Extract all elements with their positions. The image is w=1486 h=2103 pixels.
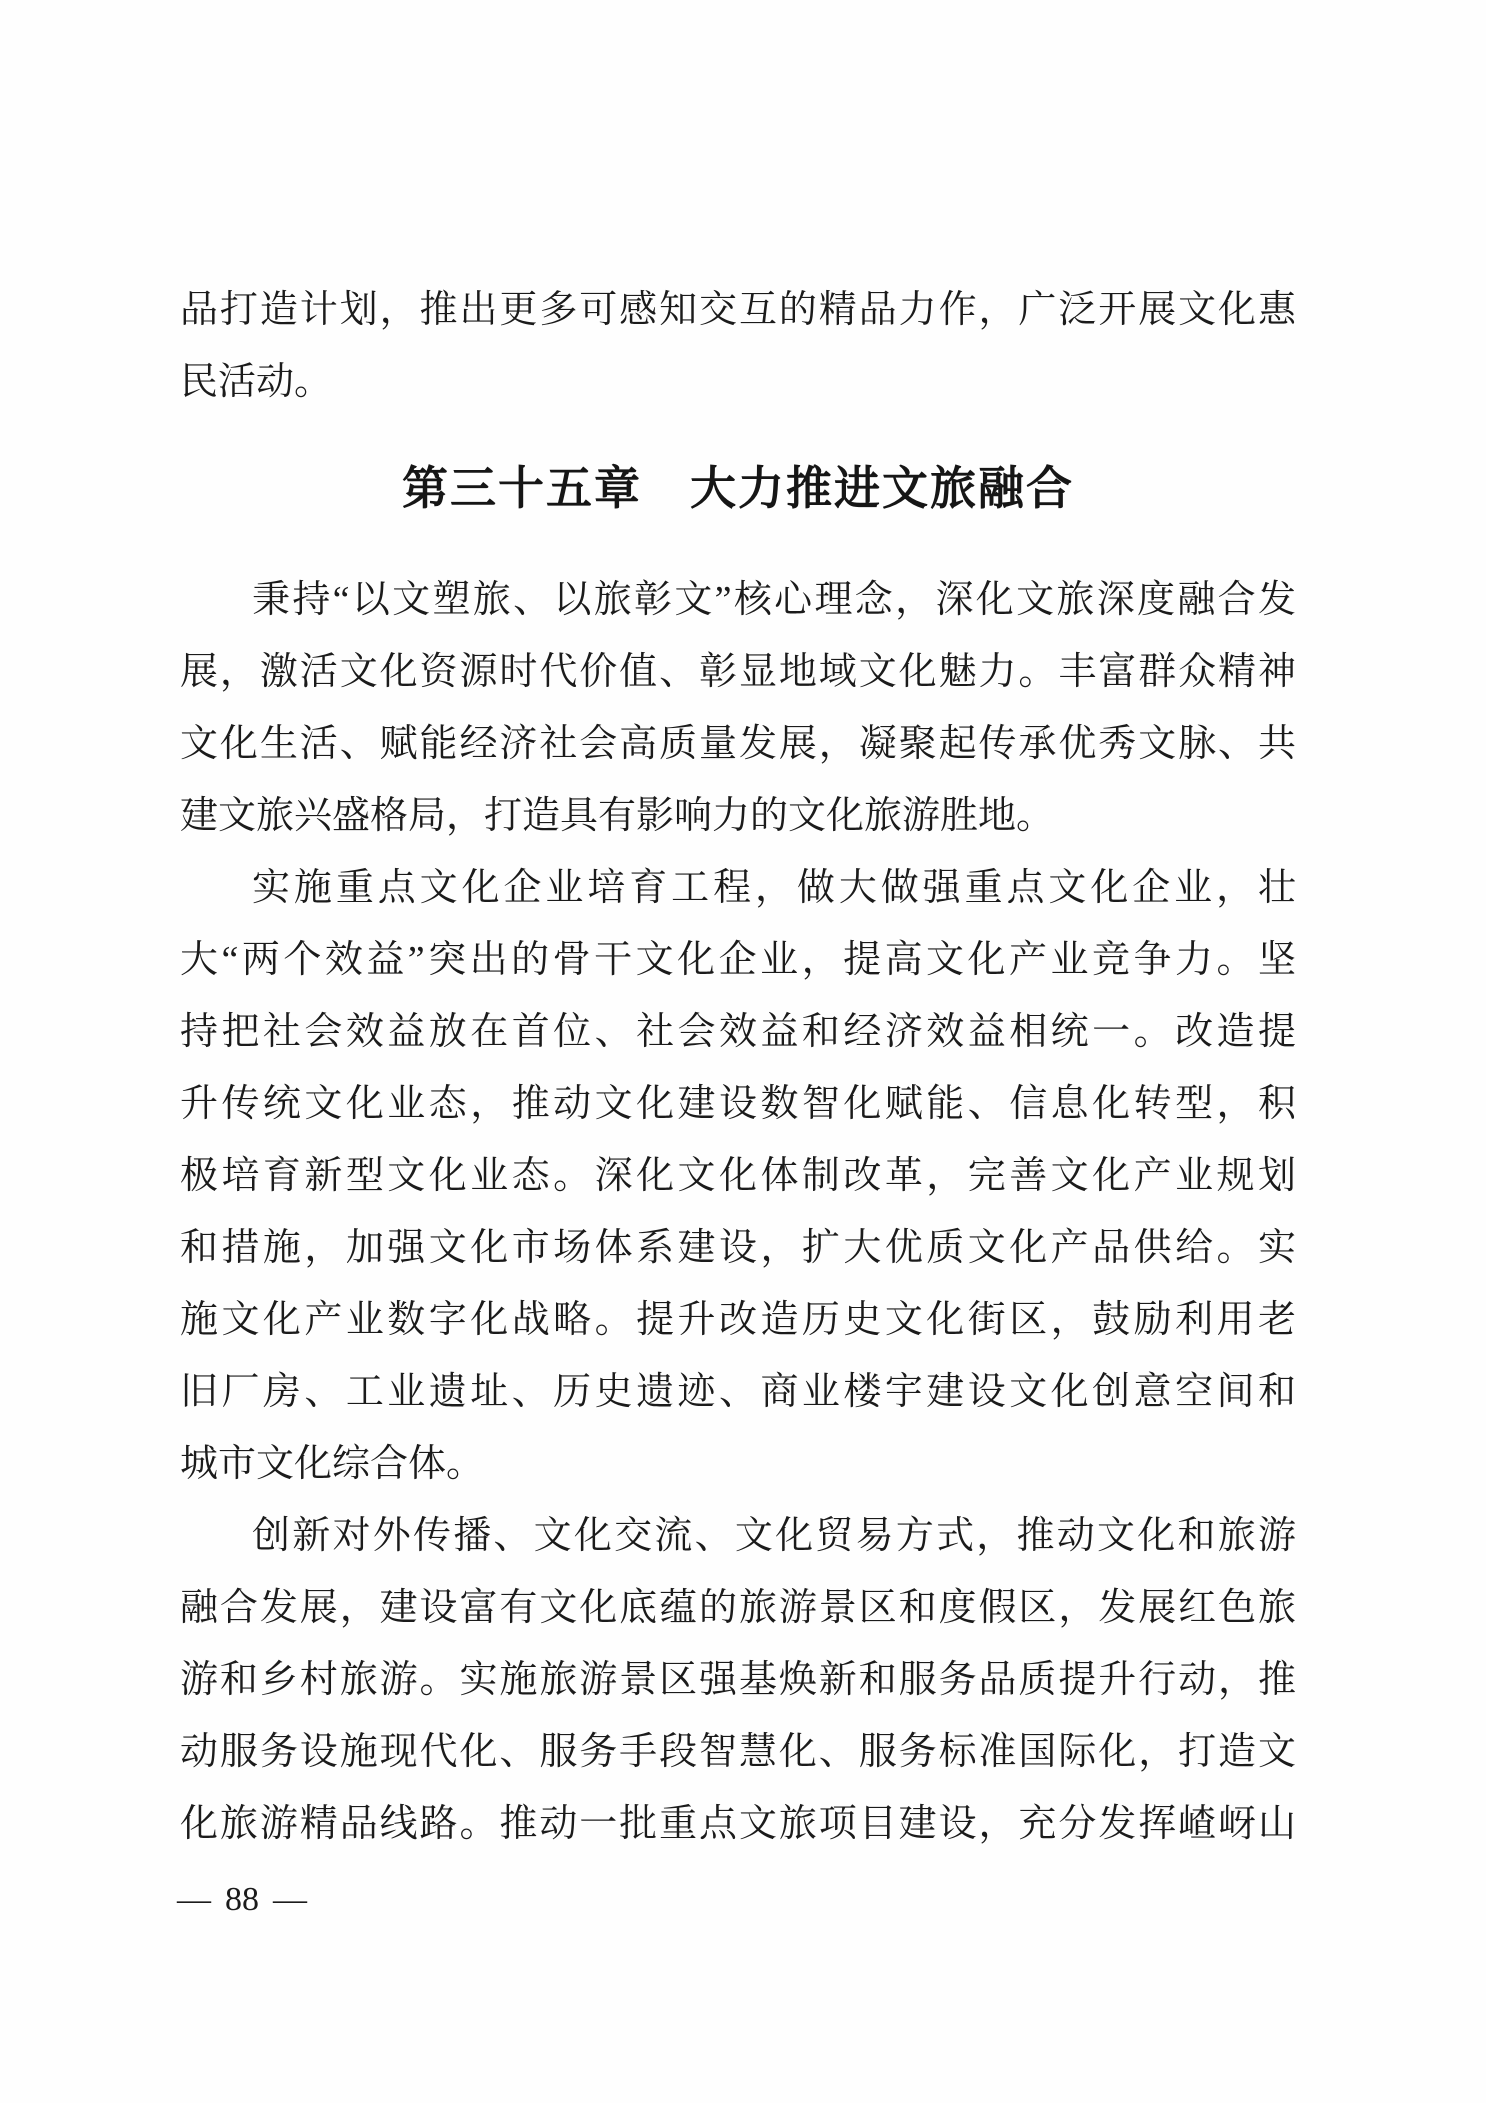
text-line: 创新对外传播、文化交流、文化贸易方式，推动文化和旅游 [252,1515,1296,1557]
page-number [177,1880,307,1920]
text-line: 展，激活文化资源时代价值、彰显地域文化魅力。丰富群众精神 [180,651,1296,693]
text-line: 旧厂房、工业遗址、历史遗迹、商业楼宇建设文化创意空间和 [180,1371,1296,1413]
text-line: 动服务设施现代化、服务手段智慧化、服务标准国际化，打造文 [180,1731,1296,1773]
page-content [180,0,1296,1860]
text-line: 施文化产业数字化战略。提升改造历史文化街区，鼓励利用老 [180,1299,1296,1341]
chapter-heading [180,453,1296,525]
text-line: 持把社会效益放在首位、社会效益和经济效益相统一。改造提 [180,1011,1296,1053]
page-number-left-dash: — [177,1881,211,1918]
paragraph-1 [180,564,1296,852]
page-number-right-dash: — [273,1881,307,1918]
text-line: 民活动。 [180,361,333,403]
text-line: 化旅游精品线路。推动一批重点文旅项目建设，充分发挥嵖岈山 [180,1803,1296,1845]
paragraph-3 [180,1500,1296,1860]
text-line: 游和乡村旅游。实施旅游景区强基焕新和服务品质提升行动，推 [180,1659,1296,1701]
text-line: 极培育新型文化业态。深化文化体制改革，完善文化产业规划 [180,1155,1296,1197]
text-line: 和措施，加强文化市场体系建设，扩大优质文化产品供给。实 [180,1227,1296,1269]
text-line: 秉持“以文塑旅、以旅彰文”核心理念，深化文旅深度融合发 [252,579,1296,621]
text-line: 城市文化综合体。 [180,1443,485,1485]
paragraph-2 [180,852,1296,1500]
text-line: 建文旅兴盛格局，打造具有影响力的文化旅游胜地。 [180,795,1055,837]
text-line: 升传统文化业态，推动文化建设数智化赋能、信息化转型，积 [180,1083,1296,1125]
text-line: 大“两个效益”突出的骨干文化企业，提高文化产业竞争力。坚 [180,939,1296,981]
chapter-title: 大力推进文旅融合 [690,463,1074,514]
page-number-value: 88 [225,1881,259,1918]
text-line: 品打造计划，推出更多可感知交互的精品力作，广泛开展文化惠 [180,289,1296,331]
text-line: 实施重点文化企业培育工程，做大做强重点文化企业，壮 [252,867,1296,909]
text-line: 融合发展，建设富有文化底蕴的旅游景区和度假区，发展红色旅 [180,1587,1296,1629]
paragraph-continuation [180,274,1296,418]
chapter-number: 第三十五章 [402,463,642,514]
text-line: 文化生活、赋能经济社会高质量发展，凝聚起传承优秀文脉、共 [180,723,1296,765]
